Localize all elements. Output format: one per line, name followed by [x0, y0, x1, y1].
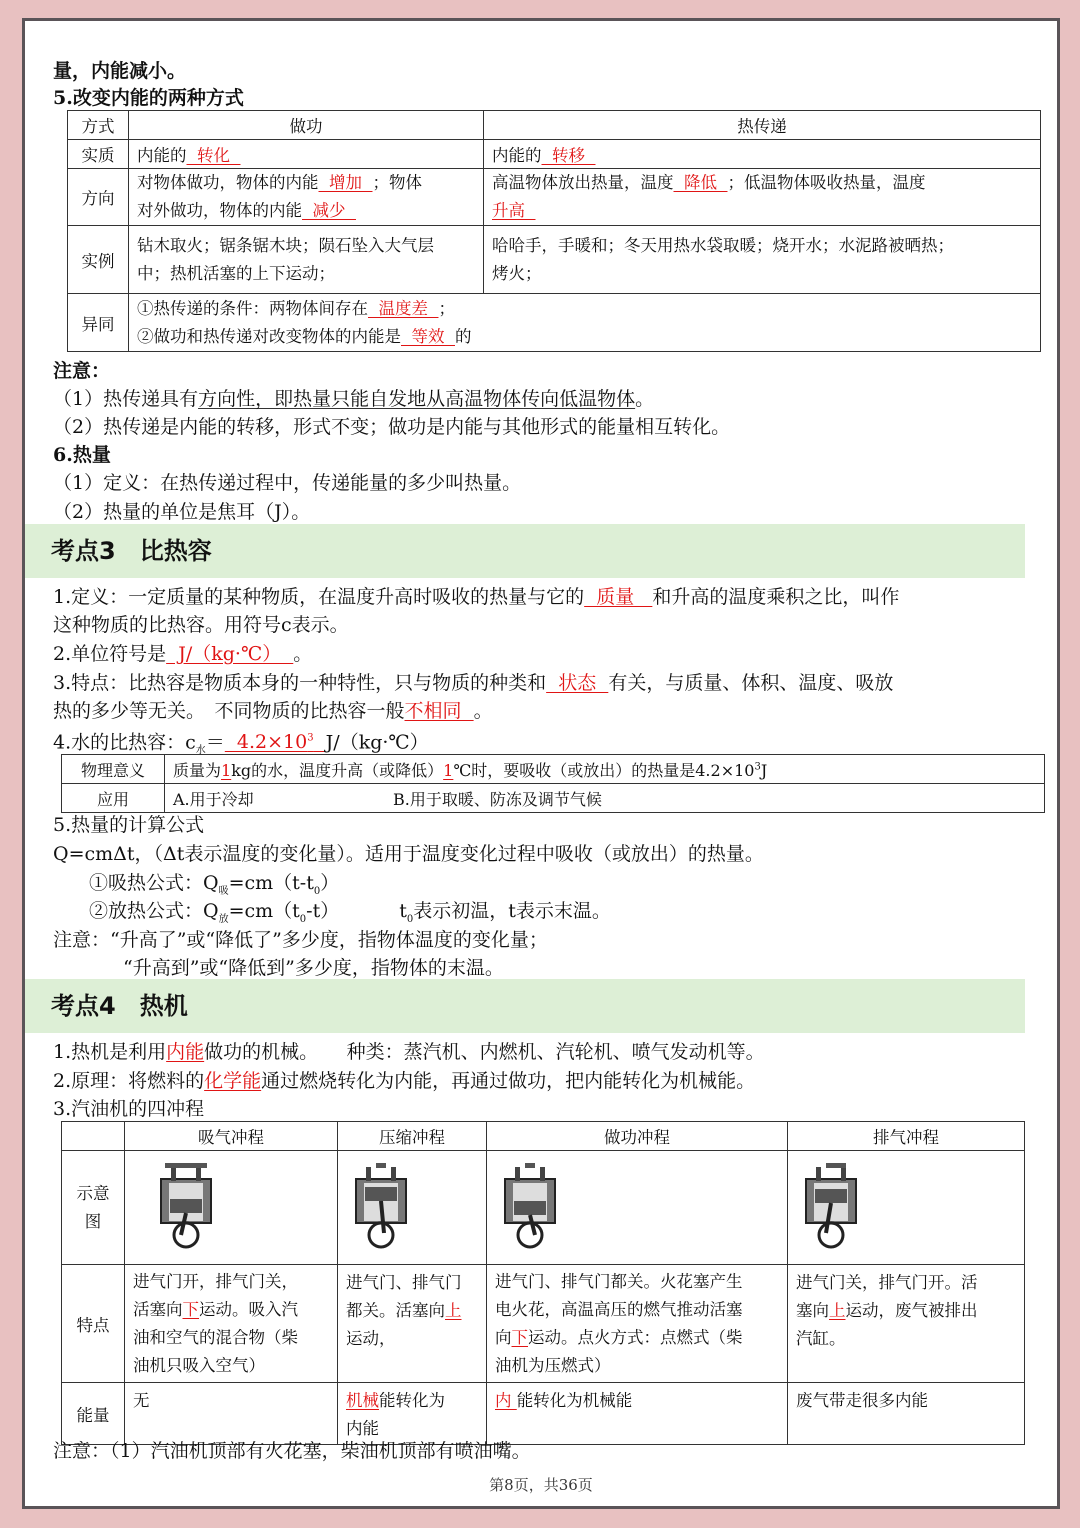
- direction-heat: 高温物体放出热量，温度 降低 ；低温物体吸收热量，温度 升高: [484, 169, 1041, 226]
- row-label-direction: 方向: [68, 169, 129, 226]
- specific-heat-feature-line-1: 3.特点：比热容是物质本身的一种特性，只与物质的种类和 状态 有关，与质量、体积、温度、吸放: [53, 672, 894, 694]
- section-heading-specific-heat: 考点3 比热容: [25, 524, 1025, 578]
- power-diagram-cell: [487, 1151, 788, 1265]
- header-exhaust: 排气冲程: [788, 1122, 1025, 1151]
- intake-energy: 无: [125, 1383, 338, 1445]
- row-label-compare: 异同: [68, 294, 129, 352]
- note-1-title: 注意：: [53, 360, 111, 382]
- corner-cell: [62, 1122, 125, 1151]
- heat-engine-note: 注意：（1）汽油机顶部有火花塞，柴油机顶部有喷油嘴。: [53, 1440, 531, 1462]
- header-method: 方式: [68, 111, 129, 140]
- exhaust-stroke-engine-icon: [796, 1161, 866, 1251]
- header-work: 做功: [129, 111, 484, 140]
- intake-diagram-cell: [125, 1151, 338, 1265]
- application-content: A.用于冷却 B.用于取暖、防冻及调节气候: [165, 784, 1045, 813]
- compression-stroke-engine-icon: [346, 1161, 416, 1251]
- essence-work: 内能的 转化: [129, 140, 484, 169]
- heat-engine-principle: 2.原理：将燃料的化学能通过燃烧转化为内能，再通过做功，把内能转化为机械能。: [53, 1070, 756, 1092]
- section-6-line-2: （2）热量的单位是焦耳（J）。: [53, 501, 311, 523]
- internal-energy-table: [67, 110, 1041, 352]
- compare-content: ①热传递的条件：两物体间存在 温度差 ； ②做功和热传递对改变物体的内能是 等效 的: [129, 294, 1041, 352]
- intake-stroke-engine-icon: [151, 1161, 221, 1251]
- compression-features: 进气门、排气门 都关。活塞向上 运动，: [338, 1265, 487, 1383]
- row-label-features: 特点: [62, 1265, 125, 1383]
- power-stroke-engine-icon: [495, 1161, 565, 1251]
- exhaust-features: 进气门关，排气门开。活 塞向上运动，废气被排出 汽缸。: [788, 1265, 1025, 1383]
- section-heading-heat-engine: 考点4 热机: [25, 979, 1025, 1033]
- row-label-essence: 实质: [68, 140, 129, 169]
- row-label-examples: 实例: [68, 226, 129, 294]
- heat-absorb-formula: ①吸热公式：$Q_吸=cm(t-t_0)$: [89, 872, 340, 897]
- power-features: 进气门、排气门都关。火花塞产生 电火花，高温高压的燃气推动活塞 向下运动。点火方式：点燃式（柴 油机为压燃式）: [487, 1265, 788, 1383]
- four-stroke-table: [61, 1121, 1025, 1445]
- specific-heat-def-line-2: 这种物质的比热容。用符号c表示。: [53, 614, 349, 636]
- essence-heat: 内能的 转移: [484, 140, 1041, 169]
- section-6-title: 6.热量: [53, 444, 111, 466]
- specific-heat-note-1: 注意：“升高了”或“降低了”多少度，指物体温度的变化量；: [53, 929, 548, 951]
- power-energy: 内 能转化为机械能: [487, 1383, 788, 1445]
- water-specific-heat-table: [61, 754, 1045, 813]
- header-intake: 吸气冲程: [125, 1122, 338, 1151]
- specific-heat-feature-line-2: 热的多少等无关。 不同物质的比热容一般不相同 。: [53, 700, 493, 722]
- header-compression: 压缩冲程: [338, 1122, 487, 1151]
- note-1-line-2: （2）热传递是内能的转移，形式不变；做功是内能与其他形式的能量相互转化。: [53, 416, 731, 438]
- page-frame: [22, 18, 1060, 1509]
- direction-work: 对物体做功，物体的内能 增加 ；物体 对外做功，物体的内能 减少: [129, 169, 484, 226]
- row-label-energy: 能量: [62, 1383, 125, 1445]
- specific-heat-def-line-1: 1.定义：一定质量的某种物质，在温度升高时吸收的热量与它的 质量 和升高的温度乘积之比，叫作: [53, 586, 900, 608]
- header-heat-transfer: 热传递: [484, 111, 1041, 140]
- heat-formula-main: Q=cmΔt，（Δt表示温度的变化量）。适用于温度变化过程中吸收（或放出）的热量。: [53, 843, 764, 865]
- section-6-line-1: （1）定义：在热传递过程中，传递能量的多少叫热量。: [53, 472, 522, 494]
- exhaust-energy: 废气带走很多内能: [788, 1383, 1025, 1445]
- compression-energy: 机械能转化为 内能: [338, 1383, 487, 1445]
- heat-engine-def: 1.热机是利用内能做功的机械。 种类：蒸汽机、内燃机、汽轮机、喷气发动机等。: [53, 1041, 765, 1063]
- row-label-diagram: 示意 图: [62, 1151, 125, 1265]
- page-footer: 第8页，共36页: [489, 1476, 593, 1494]
- specific-heat-unit: 2.单位符号是 J/（kg·℃） 。: [53, 643, 313, 665]
- heat-formula-title: 5.热量的计算公式: [53, 814, 205, 836]
- examples-heat: 哈哈手，手暖和；冬天用热水袋取暖；烧开水；水泥路被晒热； 烤火；: [484, 226, 1041, 294]
- note-1-line-1: （1）热传递具有方向性，即热量只能自发地从高温物体传向低温物体。: [53, 388, 655, 410]
- meaning-content: 质量为1kg的水，温度升高（或降低）1℃时，要吸收（或放出）的热量是$4.2\times 10^3J$: [165, 755, 1045, 784]
- intro-line: 量，内能减小。: [53, 60, 187, 82]
- exhaust-diagram-cell: [788, 1151, 1025, 1265]
- intake-features: 进气门开，排气门关， 活塞向下运动。吸入汽 油和空气的混合物（柴 油机只吸入空气）: [125, 1265, 338, 1383]
- examples-work: 钻木取火；锯条锯木块；陨石坠入大气层 中；热机活塞的上下运动；: [129, 226, 484, 294]
- header-power: 做功冲程: [487, 1122, 788, 1151]
- specific-heat-note-2: “升高到”或“降低到”多少度，指物体的末温。: [123, 957, 504, 979]
- compression-diagram-cell: [338, 1151, 487, 1265]
- four-stroke-title: 3.汽油机的四冲程: [53, 1098, 205, 1120]
- water-specific-heat: 4.水的比热容：$c_水= 4.2\times 10^3$ J/（kg·℃）: [53, 731, 429, 757]
- heat-release-formula: ②放热公式：$Q_放=cm(t_0-t)$ $t_0$表示初温，t表示末温。: [89, 900, 611, 925]
- section-5-title: 5.改变内能的两种方式: [53, 87, 244, 109]
- row-label-meaning: 物理意义: [62, 755, 165, 784]
- row-label-application: 应用: [62, 784, 165, 813]
